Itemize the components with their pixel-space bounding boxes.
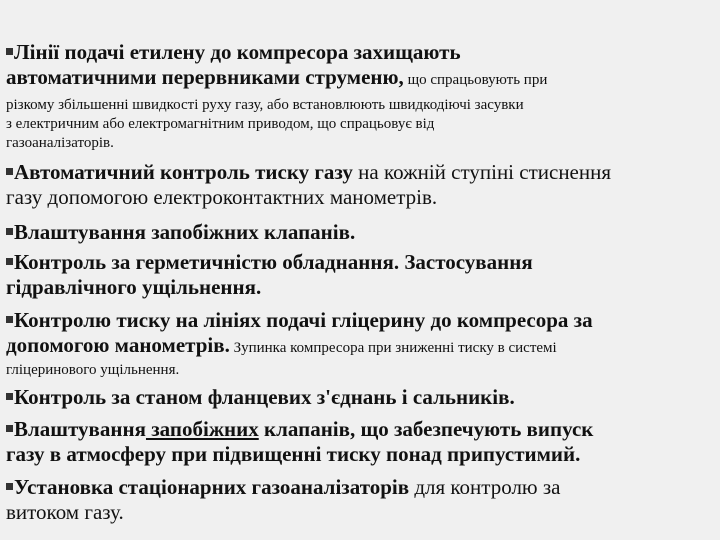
item1-line2-bold: автоматичними перервниками струменю, <box>6 65 404 89</box>
item1-line3: різкому збільшенні швидкості руху газу, або встановлюють швидкодіючі засувки <box>6 97 524 113</box>
paragraph-ethylene-lines <box>6 40 712 153</box>
item5-line1: Контролю тиску на лініях подачі гліцерину до компресора за <box>14 308 593 332</box>
item1-line2-normal: що спрацьовують при <box>403 72 548 88</box>
item7-line1-underlined: запобіжних <box>145 417 259 441</box>
item2-line1-bold: Автоматичний контроль тиску газу <box>14 160 353 184</box>
item8-line1-bold: Установка стаціонарних газоаналізаторів <box>14 475 410 499</box>
item2-line1-normal: на кожній ступіні стиснення <box>352 160 612 184</box>
square-bullet-icon <box>6 48 13 55</box>
square-bullet-icon <box>6 393 13 400</box>
square-bullet-icon <box>6 228 13 235</box>
square-bullet-icon <box>6 316 13 323</box>
square-bullet-icon <box>6 483 13 490</box>
item2-line2: газу допомогою електроконтактних манометрів. <box>6 185 438 209</box>
item8-line2: витоком газу. <box>6 500 124 524</box>
square-bullet-icon <box>6 168 13 175</box>
paragraph-relief-valves <box>6 417 712 467</box>
item1-line5: газоаналізаторів. <box>6 135 114 151</box>
item1-line4: з електричним або електромагнітним приводом, що спрацьовує від <box>6 116 435 132</box>
item3-line1: Влаштування запобіжних клапанів. <box>14 220 356 244</box>
item4-line2: гідравлічного ущільнення. <box>6 275 262 299</box>
paragraph-gas-analyzers <box>6 475 712 525</box>
paragraph-pressure-control <box>6 160 712 210</box>
paragraph-glycerin-pressure <box>6 308 712 380</box>
paragraph-hermeticity <box>6 250 712 300</box>
square-bullet-icon <box>6 258 13 265</box>
item7-line1-a: Влаштування <box>14 417 146 441</box>
item7-line1-b: клапанів, що забезпечують випуск <box>258 417 594 441</box>
paragraph-flange-connections <box>6 385 712 410</box>
item1-line1: Лінії подачі етилену до компресора захищають <box>14 40 461 64</box>
item6-line1: Контроль за станом фланцевих з'єднань і сальників. <box>14 385 515 409</box>
square-bullet-icon <box>6 425 13 432</box>
item5-line3: гліцеринового ущільнення. <box>6 362 180 378</box>
item5-line2-bold: допомогою манометрів. <box>6 333 230 357</box>
paragraph-safety-valves <box>6 220 712 245</box>
item4-line1: Контроль за герметичністю обладнання. Застосування <box>14 250 533 274</box>
item5-line2-small: Зупинка компресора при зниженні тиску в системі <box>229 340 557 356</box>
item7-line2: газу в атмосферу при підвищенні тиску понад припустимий. <box>6 442 581 466</box>
item8-line1-normal: для контролю за <box>409 475 561 499</box>
